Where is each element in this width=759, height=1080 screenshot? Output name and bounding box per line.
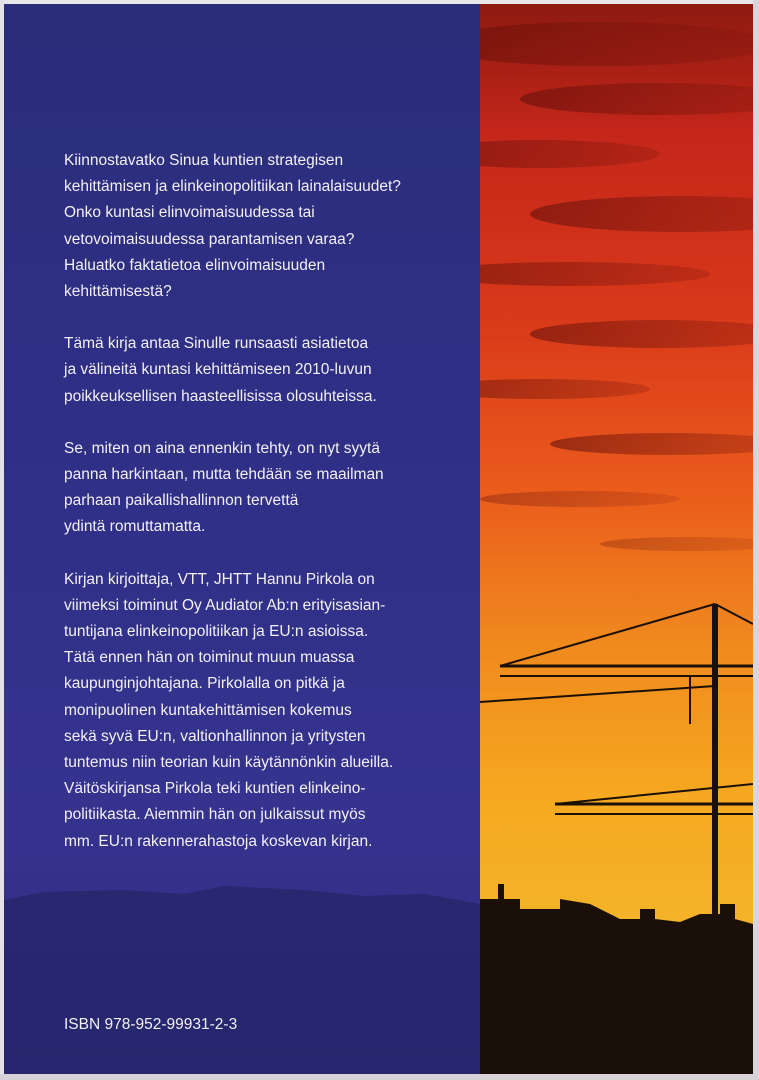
- book-description-paragraph: Tämä kirja antaa Sinulle runsaasti asiatietoa ja välineitä kuntasi kehittämiseen 2010-luvun poikkeuksellisen haasteellisissa olosuhteissa.: [64, 335, 377, 405]
- author-bio-paragraph: Kirjan kirjoittaja, VTT, JHTT Hannu Pirkola on viimeksi toiminut Oy Audiator Ab:n erityisasian- tuntijana elinkeinopolitiikan ja EU:n asioissa. Tätä ennen hän on toiminut muun muassa kaupunginjohtajana. Pirkolalla on pitkä ja monipuolinen kuntakehittämisen kokemus sekä syvä EU:n, valtionhallinnon ja yritysten tuntemus niin teorian kuin käytännönkin alueilla. Väitöskirjansa Pirkola teki kuntien elinkeino- politiikasta. Aiemmin hän on julkaissut myös mm. EU:n rakennerahastoja koskevan kirjan.: [64, 570, 394, 850]
- sunset-crane-photo: [480, 4, 753, 1074]
- intro-questions-paragraph: Kiinnostavatko Sinua kuntien strategisen kehittämisen ja elinkeinopolitiikan lainalaisuudet? Onko kuntasi elinvoimaisuudessa tai vetovoimaisuudessa parantamisen varaa? Haluatko faktatietoa elinvoimaisuuden kehittämisestä?: [64, 152, 401, 301]
- reform-paragraph: Se, miten on aina ennenkin tehty, on nyt syytä panna harkintaan, mutta tehdään se maailman parhaan paikallishallinnon tervettä ydintä romuttamatta.: [64, 439, 384, 536]
- faint-skyline-left: [4, 860, 480, 1074]
- back-cover-text: [64, 148, 474, 881]
- page-edge-bottom: [0, 1074, 759, 1080]
- isbn-label: ISBN 978-952-99931-2-3: [64, 1016, 238, 1033]
- page-edge-right: [753, 0, 759, 1080]
